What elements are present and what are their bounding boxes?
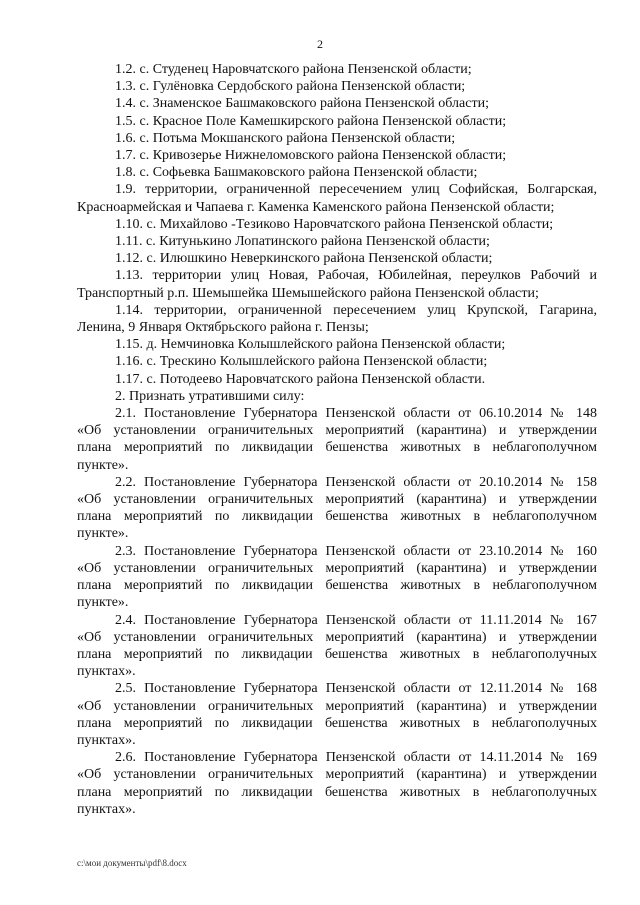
list-item: 1.2. с. Студенец Наровчатского района Пензенской области; [115,62,472,77]
repeal-item-2-3 [77,543,597,612]
document-body [77,61,597,818]
list-item: 1.15. д. Немчиновка Колышлейского района Пензенской области; [115,337,506,353]
repeal-line: 2.3. Постановление Губернатора Пензенской области от 23.10.2014 № 160 [115,543,597,559]
list-item-1-14-line1: 1.14. территории, ограниченной пересечением улиц Крупской, Гагарина, [115,302,597,318]
repeal-line: плана мероприятий по ликвидации бешенства животных в неблагополучном [77,578,597,594]
list-item: 1.11. с. Китунькино Лопатинского района Пензенской области; [115,234,490,250]
list-item-1-9-line1: 1.9. территории, ограниченной пересечением улиц Софийская, Болгарская, [115,182,597,198]
repeal-line: «Об установлении ограничительных мероприятий (карантина) и утверждении [77,767,597,783]
repeal-item-2-5 [77,680,597,749]
repeal-item-2-6 [77,749,597,818]
list-item: 1.3. с. Гулёновка Сердобского района Пензенской области; [115,79,466,95]
repeal-line: 2.2. Постановление Губернатора Пензенской области от 20.10.2014 № 158 [115,474,597,490]
section-2-heading: 2. Признать утратившими силу: [115,388,305,404]
repeal-item-2-2 [77,474,597,543]
repeal-line: 2.5. Постановление Губернатора Пензенской области от 12.11.2014 № 168 [115,681,597,697]
repeal-line: плана мероприятий по ликвидации бешенства животных в неблагополучном [77,509,597,525]
repeal-line: пункте». [77,526,129,542]
list-item: 1.6. с. Потьма Мокшанского района Пензенской области; [115,130,456,146]
repeal-line: плана мероприятий по ликвидации бешенства животных в неблагополучном [77,440,597,456]
repeal-line: пунктах». [77,732,136,748]
repeal-line: пунктах». [77,801,136,817]
footer-file-path: c:\мои документы\pdf\8.docx [77,858,187,868]
page-number: 2 [317,37,323,51]
repeal-line: «Об установлении ограничительных мероприятий (карантина) и утверждении [77,423,597,439]
repeal-line: плана мероприятий по ликвидации бешенства животных в неблагополучных [77,784,597,800]
repeal-line: «Об установлении ограничительных мероприятий (карантина) и утверждении [77,629,597,645]
repeal-line: 2.4. Постановление Губернатора Пензенской области от 11.11.2014 № 167 [115,612,597,628]
repeal-line: пункте». [77,595,129,611]
repeal-line: плана мероприятий по ликвидации бешенства животных в неблагополучных [77,646,597,662]
list-item: 1.4. с. Знаменское Башмаковского района Пензенской области; [115,96,489,112]
repeal-line: «Об установлении ограничительных мероприятий (карантина) и утверждении [77,560,597,576]
list-item: 1.17. с. Потодеево Наровчатского района Пензенской области. [115,371,486,387]
list-item-1-13-line1: 1.13. территории улиц Новая, Рабочая, Юбилейная, переулков Рабочий и [115,268,597,284]
repeal-line: пунктах». [77,664,136,680]
repeal-line: 2.1. Постановление Губернатора Пензенской области от 06.10.2014 № 148 [115,406,597,422]
repeal-line: пункте». [77,457,129,473]
repeal-line: «Об установлении ограничительных мероприятий (карантина) и утверждении [77,698,597,714]
repeal-item-2-1 [77,405,597,474]
repeal-line: «Об установлении ограничительных мероприятий (карантина) и утверждении [77,492,597,508]
list-item: 1.16. с. Трескино Колышлейского района Пензенской области; [115,354,488,370]
list-item-1-13-line2: Транспортный р.п. Шемышейка Шемышейского района Пензенской области; [77,285,539,301]
repeal-line: 2.6. Постановление Губернатора Пензенской области от 14.11.2014 № 169 [115,750,597,766]
list-item: 1.8. с. Софьевка Башмаковского района Пензенской области; [115,165,478,181]
list-item: 1.5. с. Красное Поле Камешкирского района Пензенской области; [115,113,507,129]
list-item: 1.12. с. Илюшкино Неверкинского района Пензенской области; [115,251,493,267]
list-item: 1.7. с. Кривозерье Нижнеломовского района Пензенской области; [115,148,507,164]
list-item-1-14-line2: Ленина, 9 Января Октябрьского района г. Пензы; [77,320,369,336]
list-item-1-9-line2: Красноармейская и Чапаева г. Каменка Каменского района Пензенской области; [77,199,555,215]
repeal-line: плана мероприятий по ликвидации бешенства животных в неблагополучных [77,715,597,731]
repeal-item-2-4 [77,612,597,681]
list-item: 1.10. с. Михайлово -Тезиково Наровчатского района Пензенской области; [115,216,554,232]
